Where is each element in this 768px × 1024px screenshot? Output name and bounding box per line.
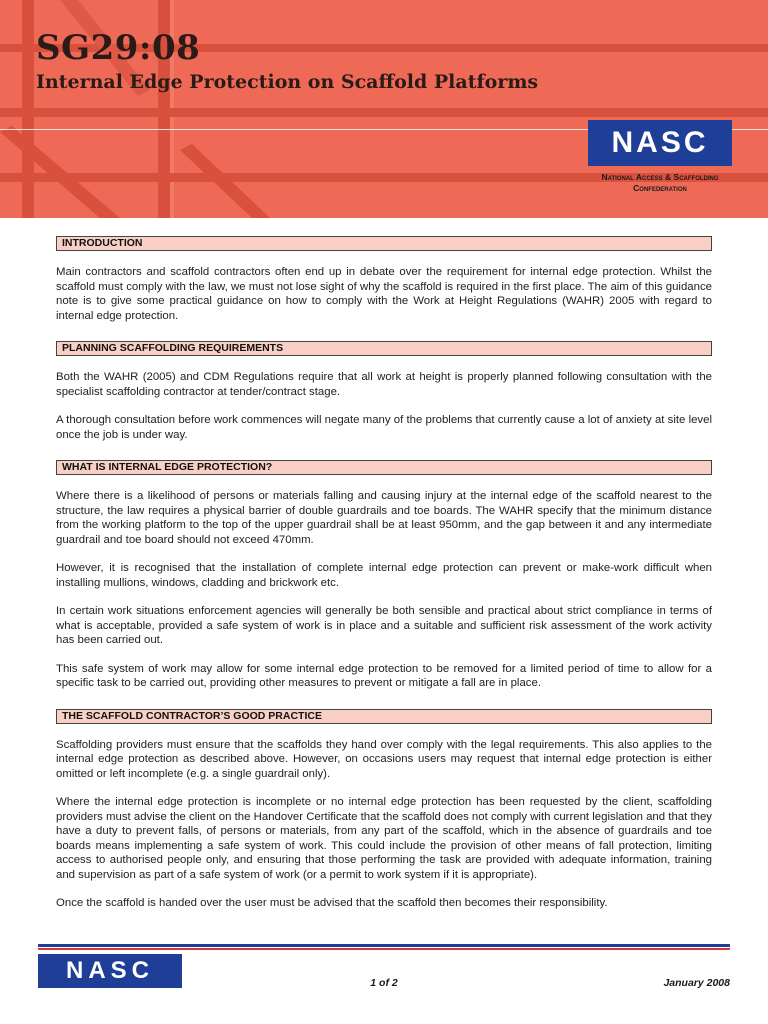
- document-code: SG29:08: [36, 28, 201, 68]
- header-banner: [0, 0, 768, 218]
- paragraph: Where there is a likelihood of persons or materials falling and causing injury at the internal edge of the scaffold nearest to the structure, the law requires a physical barrier of double guardrails and toe boards. The WAHR specify that the minimum distance from the working platform to the top of the upper guardrail shall be at least 950mm, and the gap between it and any intermediate guardrail and toe board should not exceed 470mm.: [56, 490, 712, 546]
- page-number: 1 of 2: [370, 977, 398, 989]
- section-heading-planning: PLANNING SCAFFOLDING REQUIREMENTS: [56, 341, 712, 356]
- paragraph: Once the scaffold is handed over the user must be advised that the scaffold then becomes their responsibility.: [56, 897, 608, 909]
- paragraph: Where the internal edge protection is incomplete or no internal edge protection has been requested by the client, scaffolding providers must advise the client on the Handover Certificate that the scaffold does not comply with current legislation and that they have a duty to prevent falls, of persons or materials, from any part of the scaffold, which in the absence of guardrails and toe boards means implementing a safe system of work. This could include the provision of other means of fall protection, limiting access to authorised people only, and ensuring that those performing the task are provided with adequate information, training and supervision as part of a safe system of work (or a permit to work system if it is appropriate).: [56, 796, 712, 881]
- paragraph: In certain work situations enforcement agencies will generally be both sensible and practical about strict compliance in terms of what is acceptable, provided a safe system of work is in place and a suitable and sufficient risk assessment of the work activity has been carried out.: [56, 605, 712, 646]
- footer-divider-red: [38, 948, 730, 950]
- paragraph: Both the WAHR (2005) and CDM Regulations require that all work at height is properly planned following consultation with the specialist scaffolding contractor at tender/contract stage.: [56, 371, 712, 398]
- paragraph: However, it is recognised that the installation of complete internal edge protection can prevent or make-work difficult when installing mullions, windows, cladding and brickwork etc.: [56, 562, 712, 589]
- nasc-logo-subtitle-line1: National Access & Scaffolding: [601, 172, 719, 182]
- document-date: January 2008: [663, 977, 730, 989]
- paragraph: This safe system of work may allow for some internal edge protection to be removed for a limited period of time to allow for a specific task to be carried out, providing other measures to prevent or mitigate a fall are in place.: [56, 662, 712, 689]
- document-title: Internal Edge Protection on Scaffold Platforms: [36, 71, 539, 93]
- nasc-logo-subtitle-line2: Confederation: [633, 183, 687, 193]
- nasc-logo: [588, 120, 732, 166]
- section-heading-good-practice: THE SCAFFOLD CONTRACTOR’S GOOD PRACTICE: [56, 709, 712, 724]
- nasc-logo-text: NASC: [611, 126, 709, 159]
- footer-nasc-logo: [38, 954, 182, 988]
- nasc-logo-subtitle: [588, 172, 732, 194]
- section-heading-introduction: INTRODUCTION: [56, 236, 712, 251]
- document-body: [56, 236, 712, 911]
- paragraph: A thorough consultation before work commences will negate many of the problems that currently cause a lot of anxiety at site level once the job is under way.: [56, 414, 712, 441]
- paragraph: Scaffolding providers must ensure that the scaffolds they hand over comply with the legal requirements. This also applies to the internal edge protection as described above. However, on occasions users may request that internal edge protection is either omitted or left incomplete (e.g. a single guardrail only).: [56, 738, 712, 780]
- footer-divider-blue: [38, 944, 730, 947]
- paragraph: Main contractors and scaffold contractors often end up in debate over the requirement for internal edge protection. Whilst the scaffold must comply with the law, we must not lose sight of why the scaffold is required in the first place. The aim of this guidance note is to give some practical guidance on how to comply with the Work at Height Regulations (WAHR) 2005 with regard to internal edge protection.: [56, 266, 712, 322]
- footer-logo-text: NASC: [65, 957, 154, 984]
- section-heading-what-is-iep: WHAT IS INTERNAL EDGE PROTECTION?: [56, 460, 712, 475]
